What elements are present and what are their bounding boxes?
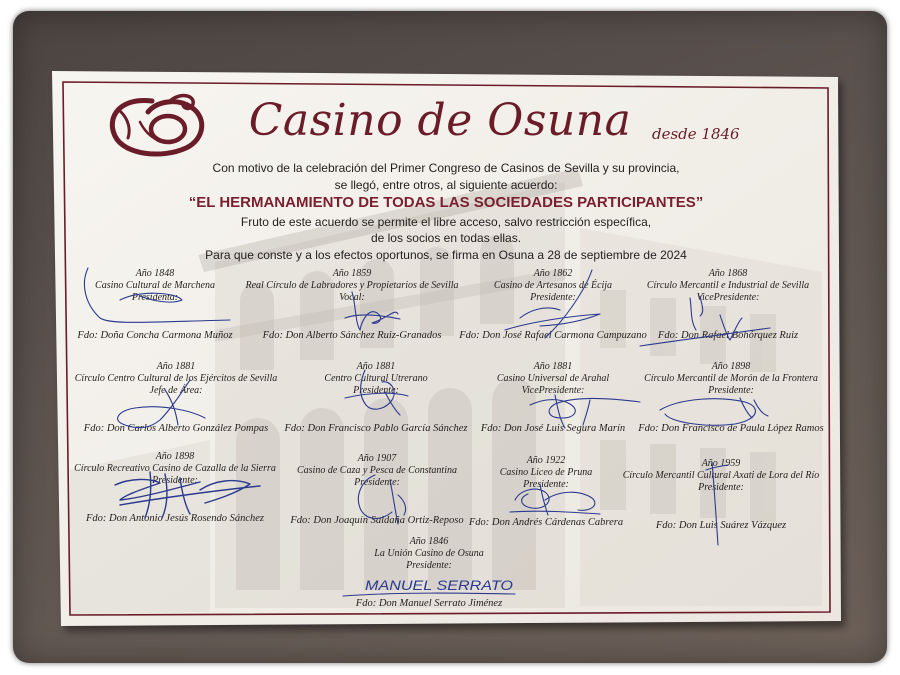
signatory-society: Real Círculo de Labradores y Propietarios de Sevilla	[245, 280, 459, 291]
signatory-role: Presidente:	[353, 385, 399, 396]
signatory-year: Año 1922	[526, 455, 566, 466]
signatory-year: Año 1898	[155, 451, 195, 462]
signatory-society: Círculo Centro Cultural de los Ejércitos de Sevilla	[74, 373, 278, 384]
signature-5	[118, 380, 205, 428]
signing-statement: Para que conste y a los efectos oportunos, se firma en Osuna a 28 de septiembre de 2024	[205, 248, 687, 262]
signatory-year: Año 1959	[701, 458, 741, 469]
agreement-title: “EL HERMANAMIENTO DE TODAS LAS SOCIEDADES PARTICIPANTES”	[188, 194, 704, 211]
signatory-society: Centro Cultural Utrerano	[324, 373, 428, 384]
signatory-name: Fdo: Don Manuel Serrato Jiménez	[355, 598, 503, 609]
signatory-name: Fdo: Don Carlos Alberto González Pompas	[83, 423, 269, 434]
intro-line: Con motivo de la celebración del Primer Congreso de Casinos de Sevilla y su provincia,	[212, 161, 680, 175]
signature-2	[345, 292, 400, 330]
signatory-society: Casino Cultural de Marchena	[95, 280, 215, 291]
signatory-role: VicePresidente:	[521, 385, 585, 396]
intro-line: se llegó, entre otros, al siguiente acuerdo:	[334, 178, 558, 192]
signatory-name: Fdo: Don Rafael Bohórquez Ruiz	[657, 330, 799, 341]
signature-12	[706, 462, 728, 545]
signatory-society: Casino Universal de Arahal	[496, 373, 610, 384]
signatory-year: Año 1881	[533, 361, 573, 372]
signature-7	[530, 395, 640, 428]
signatory-society: Casino Liceo de Pruna	[499, 467, 593, 478]
signatory-name: Fdo: Doña Concha Carmona Muñoz	[77, 330, 233, 341]
signatory-society: Casino de Artesanos de Écija	[493, 280, 613, 291]
signatory-year: Año 1881	[356, 361, 396, 372]
signatory-role: Presidente:	[406, 560, 452, 571]
signature-4	[640, 296, 770, 346]
signatory-role: Jefe de Área:	[149, 385, 203, 396]
signatory-year: Año 1907	[357, 453, 397, 464]
signatory-society: Círculo Mercantil Cultural Axati de Lora del Río	[622, 470, 820, 481]
signatory-year: Año 1898	[711, 361, 751, 372]
signatory-year: Año 1881	[156, 361, 196, 372]
signatory-year: Año 1848	[135, 268, 175, 279]
signatory-name: Fdo: Don José Rafael Carmona Campuzano	[459, 330, 647, 341]
signatory-name: Fdo: Don José Luis Segura Marín	[480, 423, 626, 434]
signature-10	[358, 475, 405, 524]
signatory-year: Año 1862	[533, 268, 573, 279]
signatory-name: Fdo: Don Joaquín Saldaña Ortiz-Reposo	[290, 515, 464, 526]
signatory-society: Círculo Mercantil de Morón de la Frontera	[644, 373, 818, 384]
signatory-role: Presidenta:	[131, 292, 179, 303]
signature-11	[510, 484, 600, 515]
signatory-name: Fdo: Don Antonio Jesús Rosendo Sánchez	[86, 513, 264, 524]
signature-9	[115, 472, 260, 518]
signatory-role: Presidente:	[152, 475, 198, 486]
signatory-year: Año 1859	[332, 268, 372, 279]
signatory-year: Año 1846	[409, 536, 449, 547]
since-label: desde 1846	[652, 125, 740, 143]
signatory-role: Presidente:	[354, 477, 400, 488]
signatory-role: Presidente:	[530, 292, 576, 303]
signature-8	[660, 398, 768, 425]
signatory-name: Fdo: Don Luis Suárez Vázquez	[655, 520, 787, 531]
signatory-role: Presidente:	[708, 385, 754, 396]
signatory-society: Casino de Caza y Pesca de Constantina	[297, 465, 457, 476]
body-line: Fruto de este acuerdo se permite el libre acceso, salvo restricción específica,	[240, 215, 652, 229]
signature-3	[505, 270, 600, 338]
signatory-year: Año 1868	[708, 268, 748, 279]
signatory-role: Presidente:	[523, 479, 569, 490]
signatory-role: Vocal:	[339, 292, 365, 303]
signature-1	[84, 268, 230, 322]
signatory-name: Fdo: Don Francisco de Paula López Ramos	[638, 423, 824, 434]
signatory-name: Fdo: Don Andrés Cárdenas Cabrera	[468, 517, 624, 528]
signature-13-lettering: MANUEL SERRATO	[365, 577, 514, 593]
signature-13	[343, 577, 515, 596]
signatory-role: Presidente:	[698, 482, 744, 493]
body-line: de los socios en todas ellas.	[370, 231, 522, 245]
signatory-name: Fdo: Don Alberto Sánchez Ruiz-Granados	[262, 330, 442, 341]
signatory-society: Círculo Mercantil e Industrial de Sevilla	[646, 280, 810, 291]
signatory-society: Círculo Recreativo Casino de Cazalla de la Sierra	[74, 463, 276, 474]
casino-title: Casino de Osuna	[248, 95, 632, 146]
signature-6	[345, 370, 408, 415]
signatory-role: VicePresidente:	[696, 292, 760, 303]
signatory-society: La Unión Casino de Osuna	[374, 548, 484, 559]
signatory-name: Fdo: Don Francisco Pablo García Sánchez	[284, 423, 468, 434]
